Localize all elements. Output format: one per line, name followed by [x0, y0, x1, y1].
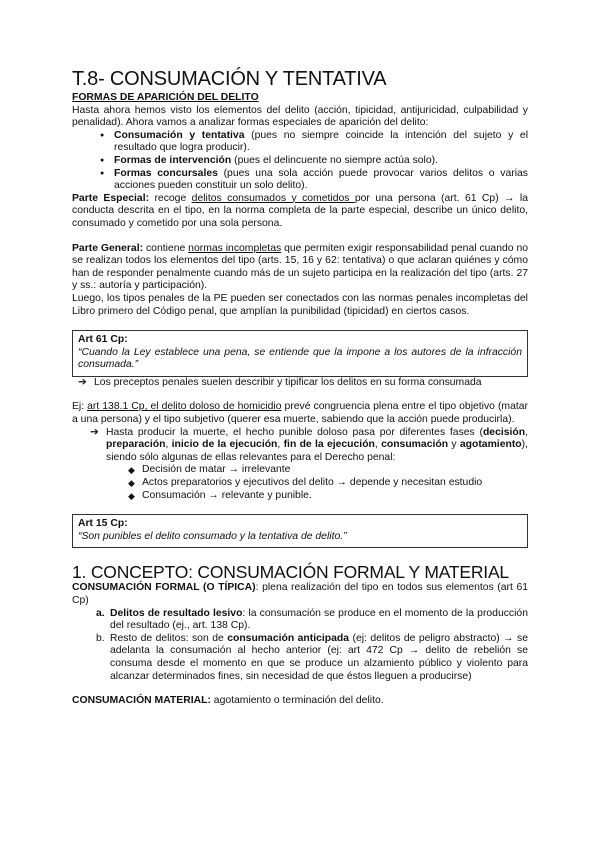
box-quote: “Cuando la Ley establece una pena, se entiende que la impone a los autores de la infracción consumada.”	[78, 346, 522, 371]
arrow-icon: ➔	[90, 426, 99, 438]
arrow-icon: ➔	[78, 376, 87, 388]
formas-list	[72, 130, 528, 193]
luego-paragraph: Luego, los tipos penales de la PE pueden ser conectados con las normas penales incompletas del Libro primero del Código penal, que amplían la punibilidad (tipicidad) en ciertos casos.	[72, 292, 528, 317]
list-item: ◆ Consumación → relevante y punible.	[128, 490, 528, 503]
list-item: ◆ Actos preparatorios y ejecutivos del delito → depende y necesitan estudio	[128, 477, 528, 490]
fases-list	[72, 464, 528, 502]
list-item: a. Delitos de resultado lesivo: la consumación se produce en el momento de la producción del resultado (ej., art. 138 Cp).	[96, 607, 528, 632]
box-title: Art 15 Cp:	[78, 518, 128, 530]
list-item: ◆ Decisión de matar → irrelevante	[128, 464, 528, 477]
list-item: ● Formas de intervención (pues el delincuente no siempre actúa solo).	[100, 155, 528, 168]
page-title: T.8- CONSUMACIÓN Y TENTATIVA	[72, 68, 387, 90]
box-quote: “Son punibles el delito consumado y la tentativa de delito.”	[78, 530, 347, 542]
document-page	[72, 68, 528, 708]
parte-general-paragraph: Parte General: contiene normas incompletas que permiten exigir responsabilidad penal cuando no se realizan todos los elementos del tipo (arts. 15, 16 y 62: tentativa) o que aclaran quiénes y cómo han de responder penalmente cuando más de un sujeto participa en la realización del tipo (arts. 27 y ss.: autoría y participación).	[72, 242, 529, 292]
art-61-box	[72, 330, 528, 377]
list-item: ● Consumación y tentativa (pues no siempre coincide la intención del sujeto y el resultado que logra producir).	[100, 130, 528, 155]
parte-especial-paragraph: Parte Especial: recoge delitos consumados y cometidos por una persona (art. 61 Cp) → la conducta descrita en el tipo, en la norma completa de la parte especial, describe un único delito, consumado y cometido por una sola persona.	[72, 192, 528, 229]
fases-paragraph: ➔ Hasta producir la muerte, el hecho punible doloso pasa por diferentes fases (decisión, preparación, inicio de la ejecución, fin de la ejecución, consumación y agotamiento), siendo sólo algunas de ellas relevantes para el Derecho penal:	[90, 426, 528, 463]
formas-heading: FORMAS DE APARICIÓN DEL DELITO	[72, 92, 259, 103]
example-paragraph: Ej: art 138.1 Cp, el delito doloso de homicidio prevé congruencia plena entre el tipo objetivo (matar a una persona) y el tipo subjetivo (querer esa muerte, sabiendo que la acción puede producirla).	[72, 401, 528, 426]
consumacion-list	[72, 608, 528, 684]
list-item: b. Resto de delitos: son de consumación anticipada (ej: delitos de peligro abstracto) → se adelanta la consumación al hecho anterior (ej: art 472 Cp → delito de rebelión se consuma desde el momento en que se produce un alzamiento público y violento para alcanzar determinados fines, sin necesidad de que éstos lleguen a producirse)	[96, 632, 528, 682]
art-15-box	[72, 514, 528, 548]
section-heading: 1. CONCEPTO: CONSUMACIÓN FORMAL Y MATERIAL	[72, 562, 509, 583]
consumacion-material-paragraph: CONSUMACIÓN MATERIAL: agotamiento o terminación del delito.	[72, 695, 384, 707]
list-item: ● Formas concursales (pues una sola acción puede provocar varios delitos o varias acciones pueden constituir un solo delito).	[100, 168, 528, 193]
intro-paragraph: Hasta ahora hemos visto los elementos del delito (acción, tipicidad, antijuricidad, culpabilidad y penalidad). Ahora vamos a analizar formas especiales de aparición del delito:	[72, 104, 528, 129]
consumacion-formal-paragraph: CONSUMACIÓN FORMAL (O TÍPICA): plena realización del tipo en todos sus elementos (art 61 Cp)	[72, 582, 528, 606]
arrow-note: ➔ Los preceptos penales suelen describir y tipificar los delitos en su forma consumada	[78, 376, 482, 388]
box-title: Art 61 Cp:	[78, 334, 128, 346]
